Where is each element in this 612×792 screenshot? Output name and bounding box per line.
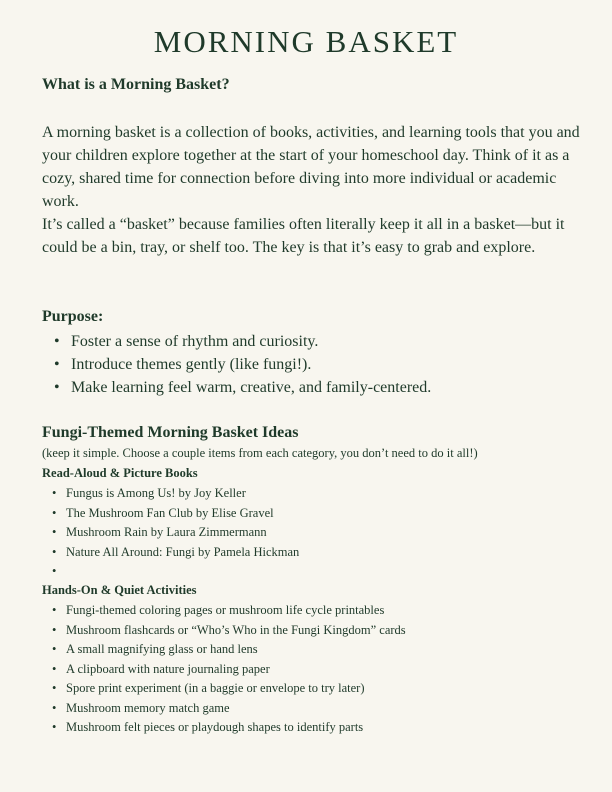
intro-paragraph-2: It’s called a “basket” because families often literally keep it all in a basket—but it could be a bin, tray, or shelf too. The key is that it’s easy to grab and explore. bbox=[42, 216, 565, 256]
books-heading: Read-Aloud & Picture Books bbox=[42, 466, 198, 480]
list-item: • Introduce themes gently (like fungi!). bbox=[54, 353, 431, 376]
activities-list bbox=[52, 601, 406, 738]
list-item bbox=[52, 562, 299, 582]
list-item: • The Mushroom Fan Club by Elise Gravel bbox=[52, 504, 299, 524]
list-item: • Foster a sense of rhythm and curiosity. bbox=[54, 330, 431, 353]
page-title: MORNING BASKET bbox=[153, 24, 459, 59]
list-item: • Spore print experiment (in a baggie or envelope to try later) bbox=[52, 679, 406, 699]
books-list bbox=[52, 484, 299, 582]
list-item: • Fungi-themed coloring pages or mushroom life cycle printables bbox=[52, 601, 406, 621]
list-item: • Mushroom Rain by Laura Zimmermann bbox=[52, 523, 299, 543]
fungi-ideas-note: (keep it simple. Choose a couple items from each category, you don’t need to do it all!) bbox=[42, 446, 478, 460]
fungi-ideas-heading: Fungi-Themed Morning Basket Ideas bbox=[42, 424, 299, 441]
intro-paragraph-1: A morning basket is a collection of books, activities, and learning tools that you and your children explore together at the start of your homeschool day. Think of it as a cozy, shared time for connection before diving into more individual or academic work. bbox=[42, 124, 580, 210]
list-item: • A small magnifying glass or hand lens bbox=[52, 640, 406, 660]
list-item: • Mushroom memory match game bbox=[52, 699, 406, 719]
list-item: • Fungus is Among Us! by Joy Keller bbox=[52, 484, 299, 504]
activities-heading: Hands-On & Quiet Activities bbox=[42, 583, 197, 597]
list-item: • Nature All Around: Fungi by Pamela Hickman bbox=[52, 543, 299, 563]
what-heading: What is a Morning Basket? bbox=[42, 76, 230, 93]
purpose-heading: Purpose: bbox=[42, 308, 104, 325]
list-item: • A clipboard with nature journaling paper bbox=[52, 660, 406, 680]
list-item: • Make learning feel warm, creative, and family-centered. bbox=[54, 376, 431, 399]
intro-text bbox=[42, 121, 582, 259]
list-item: • Mushroom flashcards or “Who’s Who in the Fungi Kingdom” cards bbox=[52, 621, 406, 641]
purpose-list bbox=[54, 330, 431, 399]
list-item: • Mushroom felt pieces or playdough shapes to identify parts bbox=[52, 718, 406, 738]
